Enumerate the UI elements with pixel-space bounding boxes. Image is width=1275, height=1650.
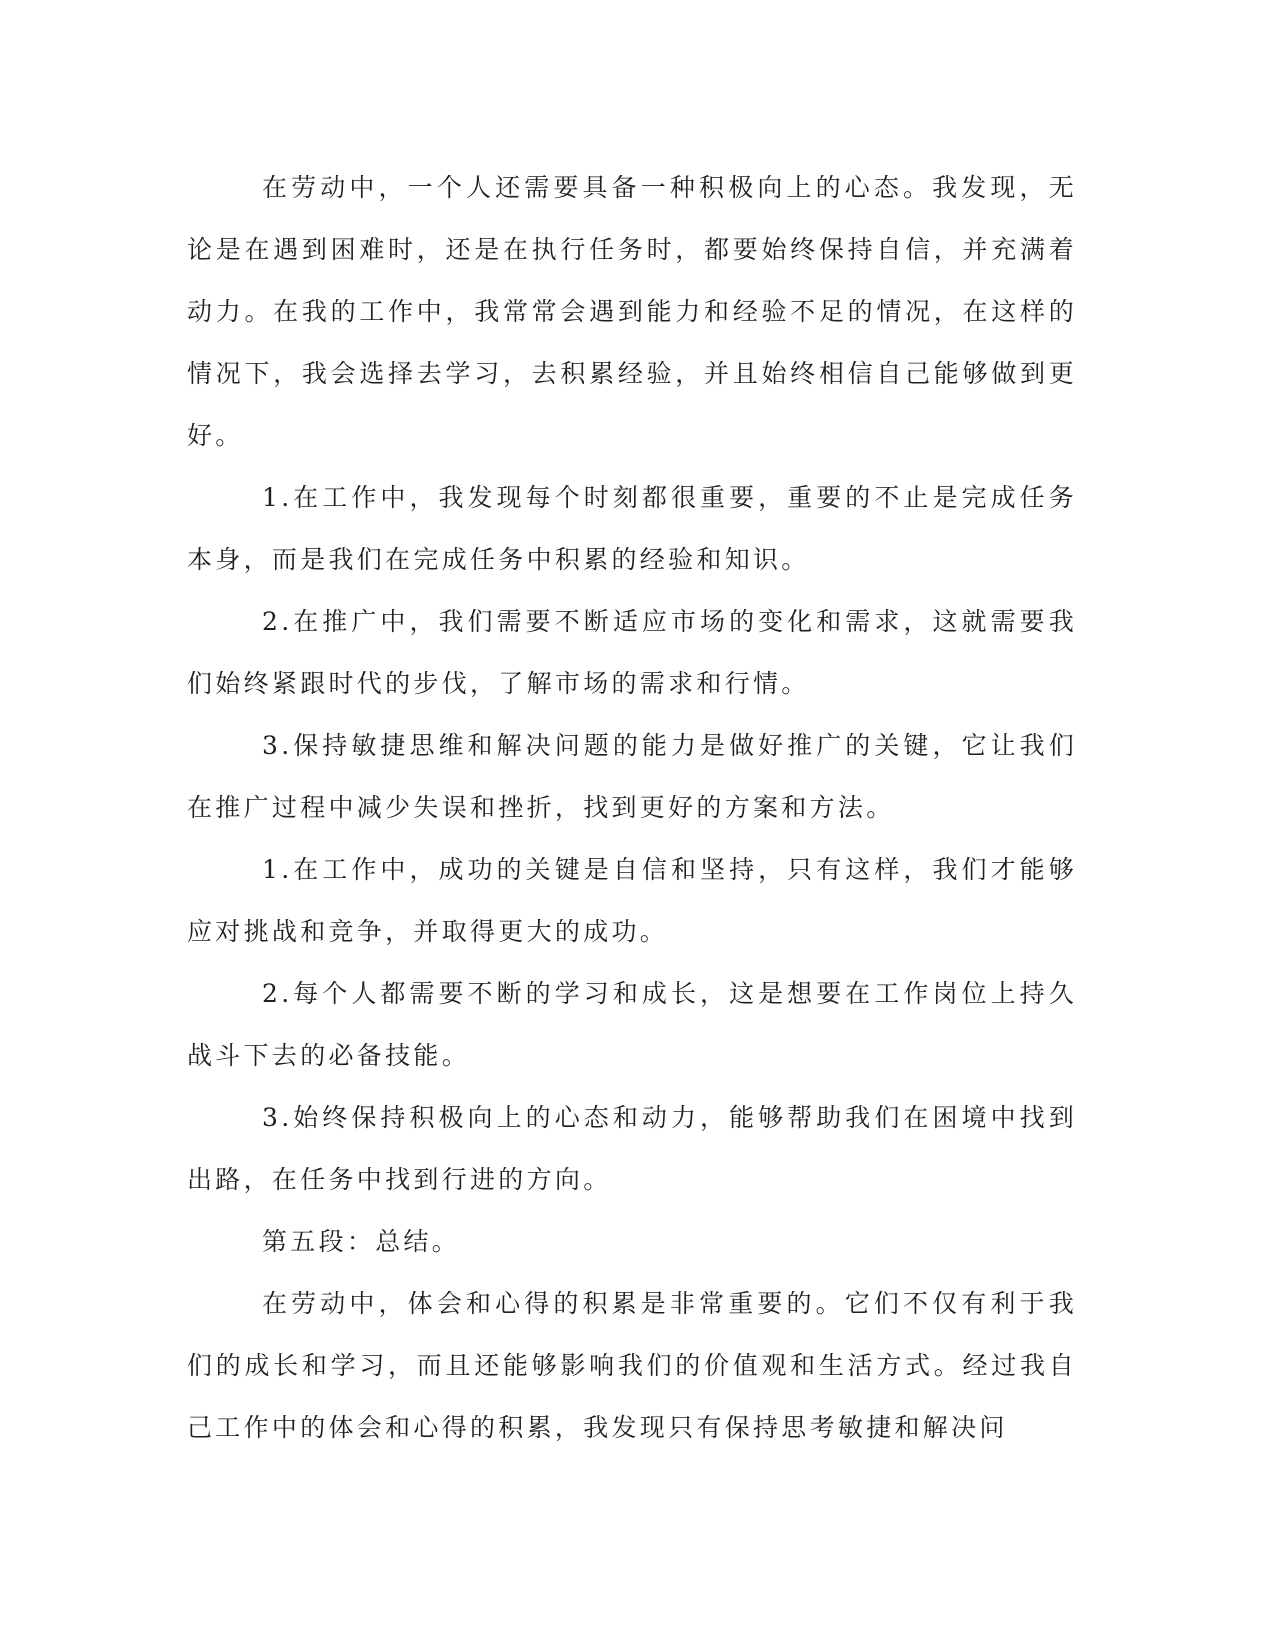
paragraph-point-1-work: 1.在工作中，我发现每个时刻都很重要，重要的不止是完成任务本身，而是我们在完成任务中积累的经验和知识。	[187, 483, 1077, 574]
paragraph-point-3-attitude: 3.始终保持积极向上的心态和动力，能够帮助我们在困境中找到出路，在任务中找到行进的方向。	[187, 1103, 1077, 1194]
document-body	[187, 157, 1077, 1459]
section-heading-summary: 第五段：总结。	[262, 1227, 461, 1256]
paragraph-mindset: 在劳动中，一个人还需要具备一种积极向上的心态。我发现，无论是在遇到困难时，还是在执行任务时，都要始终保持自信，并充满着动力。在我的工作中，我常常会遇到能力和经验不足的情况，在这样的情况下，我会选择去学习，去积累经验，并且始终相信自己能够做到更好。	[187, 173, 1077, 450]
paragraph-summary: 在劳动中，体会和心得的积累是非常重要的。它们不仅有利于我们的成长和学习，而且还能够影响我们的价值观和生活方式。经过我自己工作中的体会和心得的积累，我发现只有保持思考敏捷和解决问	[187, 1289, 1077, 1442]
paragraph-point-3-thinking: 3.保持敏捷思维和解决问题的能力是做好推广的关键，它让我们在推广过程中减少失误和挫折，找到更好的方案和方法。	[187, 731, 1077, 822]
paragraph-point-2-promotion: 2.在推广中，我们需要不断适应市场的变化和需求，这就需要我们始终紧跟时代的步伐，了解市场的需求和行情。	[187, 607, 1077, 698]
paragraph-point-2-learning: 2.每个人都需要不断的学习和成长，这是想要在工作岗位上持久战斗下去的必备技能。	[187, 979, 1077, 1070]
paragraph-point-1-success: 1.在工作中，成功的关键是自信和坚持，只有这样，我们才能够应对挑战和竞争，并取得更大的成功。	[187, 855, 1077, 946]
